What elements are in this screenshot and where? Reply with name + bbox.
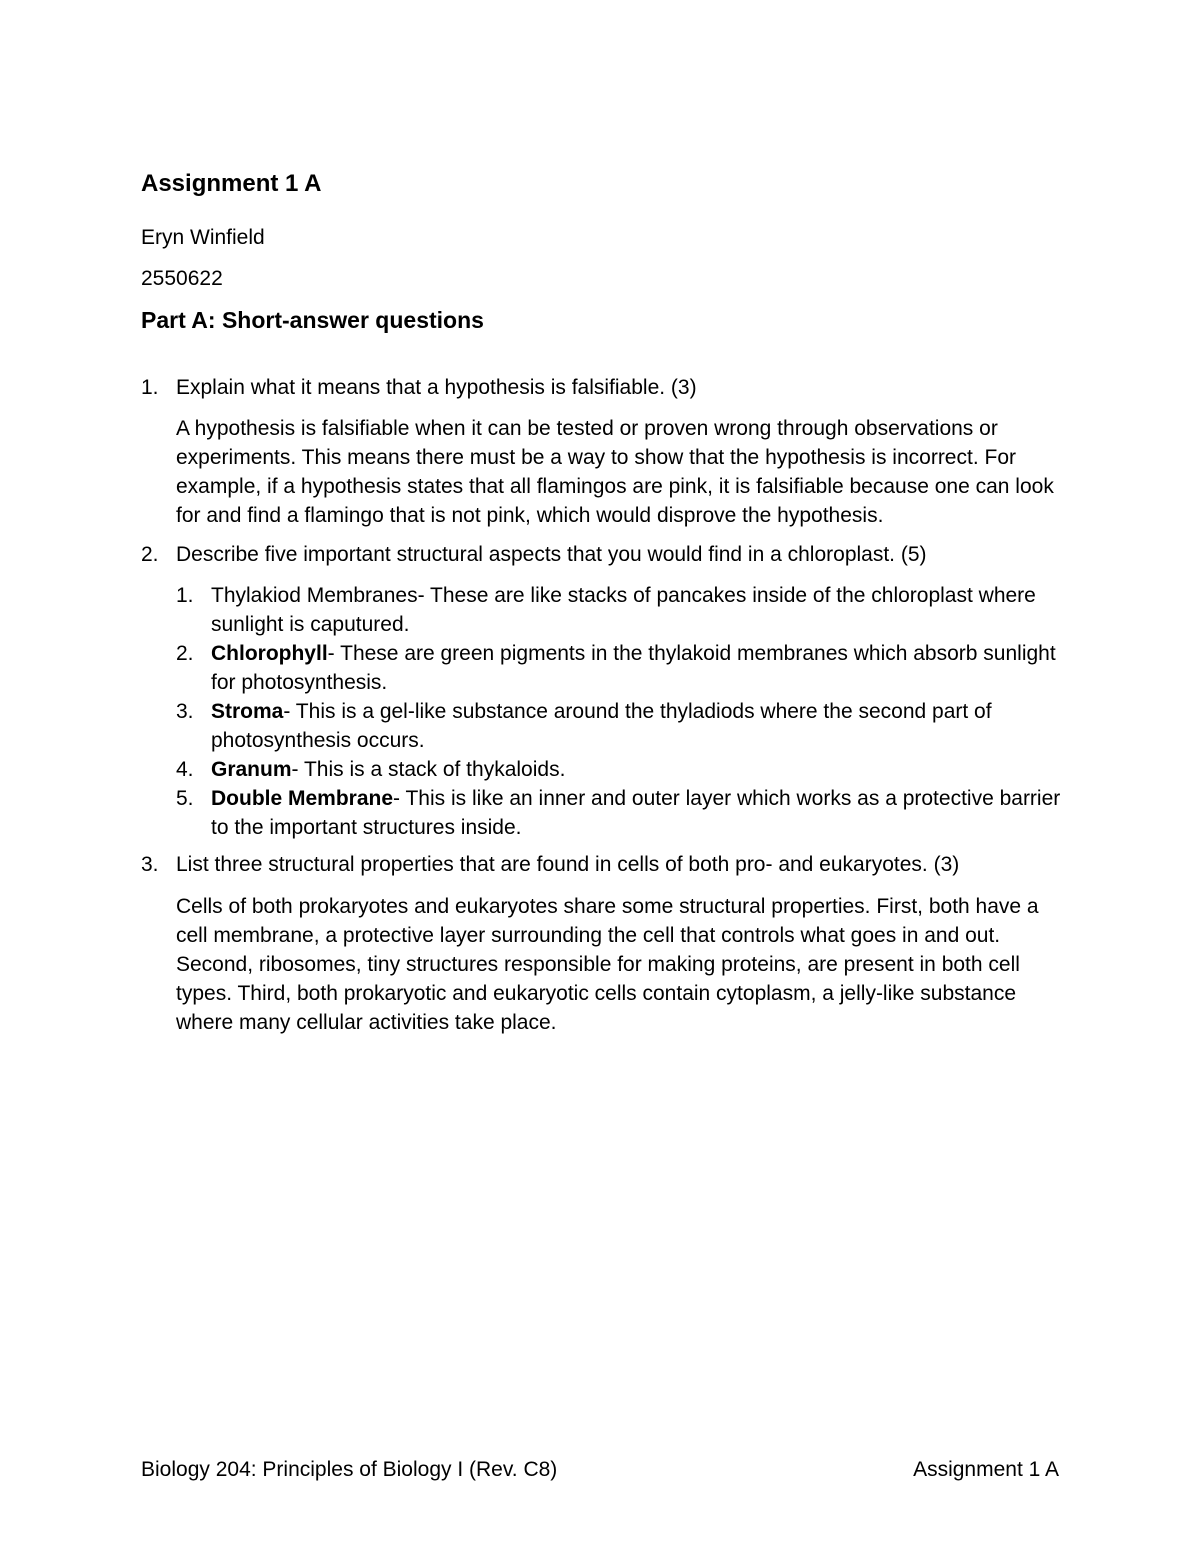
- student-name: Eryn Winfield: [141, 226, 265, 249]
- list-item-term: Double Membrane: [211, 787, 394, 810]
- list-item: [176, 784, 1066, 842]
- answer-3: Cells of both prokaryotes and eukaryotes share some structural properties. First, both have a cell membrane, a protective layer surrounding the cell that controls what goes in and out. Second, ribosomes, tiny structures responsible for making proteins, are present in both cell types. Third, both prokaryotic and eukaryotic cells contain cytoplasm, a jelly-like substance where many cellular activities take place.: [176, 895, 1039, 1034]
- question-number: 2.: [141, 543, 159, 566]
- list-item: [176, 581, 1066, 639]
- question-text: List three structural properties that are found in cells of both pro- and eukaryotes. (3): [176, 853, 960, 876]
- footer-course-title: Biology 204: Principles of Biology I (Rev. C8): [141, 1458, 558, 1481]
- list-item-text: - This is a stack of thykaloids.: [291, 758, 566, 781]
- list-item-number: 5.: [176, 787, 194, 810]
- list-item-term: Chlorophyll: [211, 642, 328, 665]
- chloroplast-structures-list: [176, 581, 1066, 842]
- question-number: 1.: [141, 376, 159, 399]
- page-title: Assignment 1 A: [141, 170, 322, 197]
- list-item-number: 1.: [176, 584, 194, 607]
- section-heading: Part A: Short-answer questions: [141, 307, 484, 333]
- list-item-text: Thylakiod Membranes- These are like stacks of pancakes inside of the chloroplast where sunlight is caputured.: [211, 584, 1036, 636]
- footer-assignment-label: Assignment 1 A: [913, 1458, 1059, 1481]
- question-text: Describe five important structural aspects that you would find in a chloroplast. (5): [176, 543, 927, 566]
- list-item-number: 4.: [176, 758, 194, 781]
- list-item-term: Granum: [211, 758, 292, 781]
- list-item: [176, 755, 1066, 784]
- student-id: 2550622: [141, 267, 223, 290]
- list-item-text: - This is like an inner and outer layer which works as a protective barrier to the important structures inside.: [211, 787, 1061, 839]
- list-item-number: 3.: [176, 700, 194, 723]
- list-item-text: - This is a gel-like substance around the thyladiods where the second part of photosynthesis occurs.: [211, 700, 992, 752]
- answer-1: A hypothesis is falsifiable when it can be tested or proven wrong through observations or experiments. This means there must be a way to show that the hypothesis is incorrect. For example, if a hypothesis states that all flamingos are pink, it is falsifiable because one can look for and find a flamingo that is not pink, which would disprove the hypothesis.: [176, 417, 1054, 527]
- list-item: [176, 697, 1066, 755]
- question-number: 3.: [141, 853, 159, 876]
- list-item-term: Stroma: [211, 700, 284, 723]
- question-text: Explain what it means that a hypothesis is falsifiable. (3): [176, 376, 697, 399]
- list-item-text: - These are green pigments in the thylakoid membranes which absorb sunlight for photosynthesis.: [211, 642, 1056, 694]
- list-item: [176, 639, 1066, 697]
- list-item-number: 2.: [176, 642, 194, 665]
